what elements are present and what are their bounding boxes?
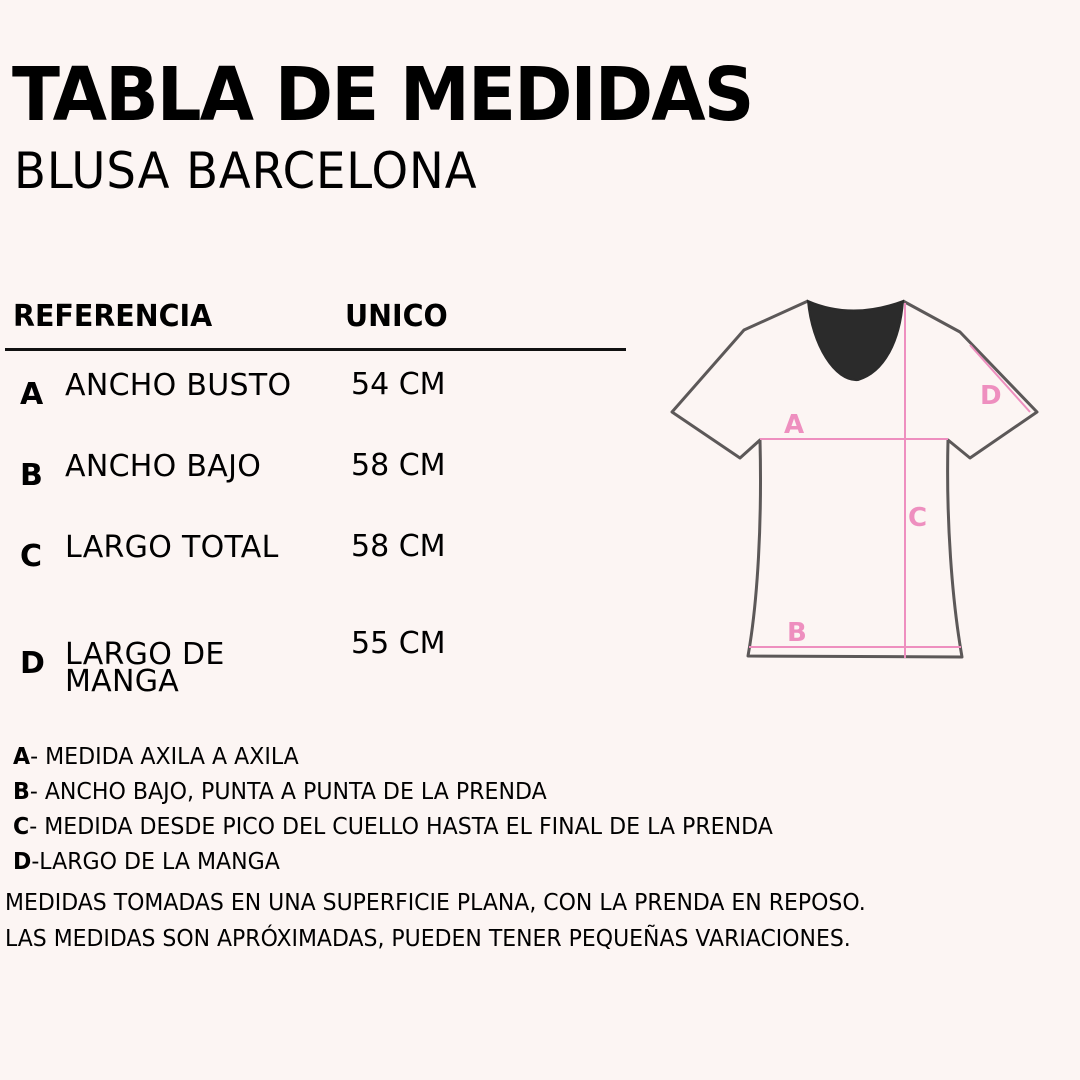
note-text: - MEDIDA AXILA A AXILA: [30, 744, 299, 770]
row-letter: D: [20, 646, 45, 681]
note-line: [13, 775, 773, 810]
diagram-label-b: B: [787, 618, 807, 648]
note-line: [13, 845, 773, 880]
note-line: [13, 740, 773, 775]
row-value: 58 CM: [351, 448, 446, 483]
diagram-label-a: A: [784, 410, 805, 440]
row-label: ANCHO BAJO: [65, 449, 262, 484]
note-text: - ANCHO BAJO, PUNTA A PUNTA DE LA PRENDA: [29, 779, 547, 805]
row-label: ANCHO BUSTO: [65, 368, 292, 403]
page-title: TABLA DE MEDIDAS: [12, 52, 753, 138]
row-value: 55 CM: [351, 626, 446, 661]
diagram-label-c: C: [908, 503, 928, 533]
note-letter: A: [13, 744, 31, 770]
column-header-referencia: REFERENCIA: [13, 299, 213, 334]
measurement-notes: [13, 740, 805, 880]
note-letter: C: [13, 814, 30, 840]
row-letter: B: [20, 458, 43, 493]
note-line: [13, 810, 773, 845]
row-letter: A: [20, 377, 44, 412]
product-name: BLUSA BARCELONA: [14, 142, 478, 200]
note-letter: B: [13, 779, 30, 805]
row-value: 54 CM: [351, 367, 446, 402]
disclaimer-line: LAS MEDIDAS SON APRÓXIMADAS, PUEDEN TENER PEQUEÑAS VARIACIONES.: [5, 926, 851, 952]
blouse-measurement-diagram: [660, 290, 1050, 670]
row-label: LARGO TOTAL: [65, 530, 279, 565]
note-text: - MEDIDA DESDE PICO DEL CUELLO HASTA EL FINAL DE LA PRENDA: [29, 814, 773, 840]
diagram-label-d: D: [980, 381, 1002, 411]
disclaimer-line: MEDIDAS TOMADAS EN UNA SUPERFICIE PLANA, CON LA PRENDA EN REPOSO.: [5, 890, 866, 916]
note-text: -LARGO DE LA MANGA: [31, 849, 280, 875]
disclaimer: [5, 885, 906, 957]
neckline-shape: [808, 301, 903, 380]
row-value: 58 CM: [351, 529, 446, 564]
table-divider: [5, 348, 626, 351]
note-letter: D: [13, 849, 32, 875]
column-header-unico: UNICO: [345, 299, 448, 334]
row-letter: C: [20, 539, 43, 574]
row-label: LARGO DE MANGA: [65, 637, 225, 699]
